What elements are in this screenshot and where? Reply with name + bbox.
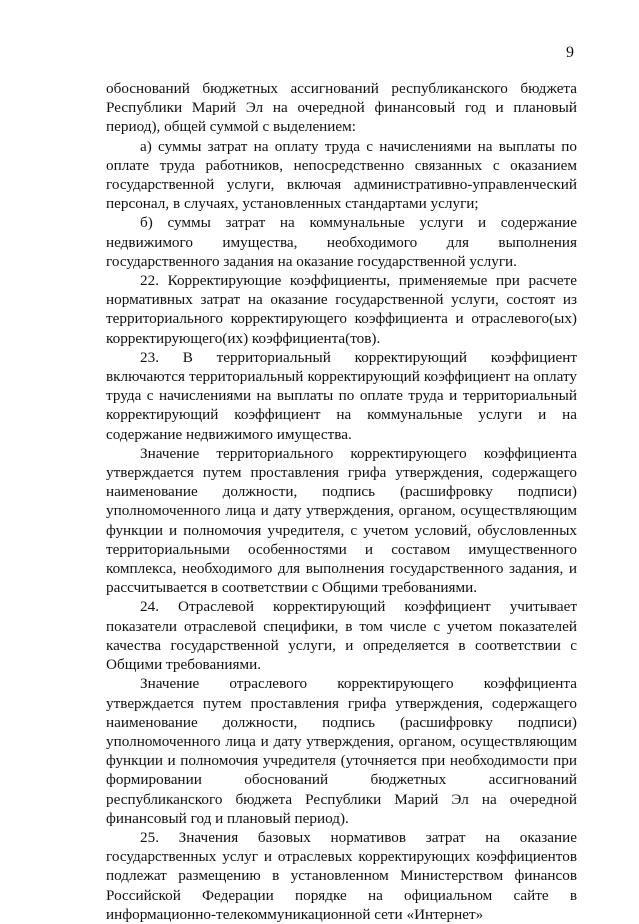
paragraph: 23. В территориальный корректирующий коэффициент включаются территориальный корректирующий коэффициент на оплату труда с начислениями на выплаты по оплате труда и территориальный корректирующий коэффициент на коммунальные услуги и на содержание недвижимого имущества.	[106, 348, 577, 443]
document-body	[106, 79, 577, 924]
paragraph: 25. Значения базовых нормативов затрат на оказание государственных услуг и отраслевых корректирующих коэффициентов подлежат размещению в установленном Министерством финансов Российской Федерации порядке на официальном сайте в информационно-телекоммуникационной сети «Интернет»	[106, 828, 577, 923]
paragraph: обоснований бюджетных ассигнований республиканского бюджета Республики Марий Эл на очередной финансовый год и плановый период), общей суммой с выделением:	[106, 80, 577, 136]
paragraph: 24. Отраслевой корректирующий коэффициент учитывает показатели отраслевой специфики, в том числе с учетом показателей качества государственной услуги, и определяется в соответствии с Общими требованиями.	[106, 598, 577, 674]
paragraph: 22. Корректирующие коэффициенты, применяемые при расчете нормативных затрат на оказание государственной услуги, состоят из территориального корректирующего коэффициента и отраслевого(ых) корректирующего(их) коэффициента(тов).	[106, 272, 577, 347]
page-number: 9	[566, 44, 574, 61]
paragraph: Значение отраслевого корректирующего коэффициента утверждается путем проставления грифа утверждения, содержащего наименование должности, подпись (расшифровку подписи) уполномоченного лица и дату утверждения, органом, осуществляющим функции и полномочия учредителя (уточняется при необходимости при формировании обоснований бюджетных ассигнований республиканского бюджета Республики Марий Эл на очередной финансовый год и плановый период).	[106, 675, 577, 827]
paragraph: б) суммы затрат на коммунальные услуги и содержание недвижимого имущества, необходимого для выполнения государственного задания на оказание государственной услуги.	[106, 214, 577, 270]
paragraph: Значение территориального корректирующего коэффициента утверждается путем проставления грифа утверждения, содержащего наименование должности, подпись (расшифровку подписи) уполномоченного лица и дату утверждения, органом, осуществляющим функции и полномочия учредителя, с учетом условий, обусловленных территориальными особенностями и составом имущественного комплекса, необходимого для выполнения государственного задания, и рассчитывается в соответствии с Общими требованиями.	[106, 444, 577, 597]
paragraph: а) суммы затрат на оплату труда с начислениями на выплаты по оплате труда работников, непосредственно связанных с оказанием государственной услуги, включая административно-управленческий персонал, в случаях, установленных стандартами услуги;	[106, 137, 577, 213]
